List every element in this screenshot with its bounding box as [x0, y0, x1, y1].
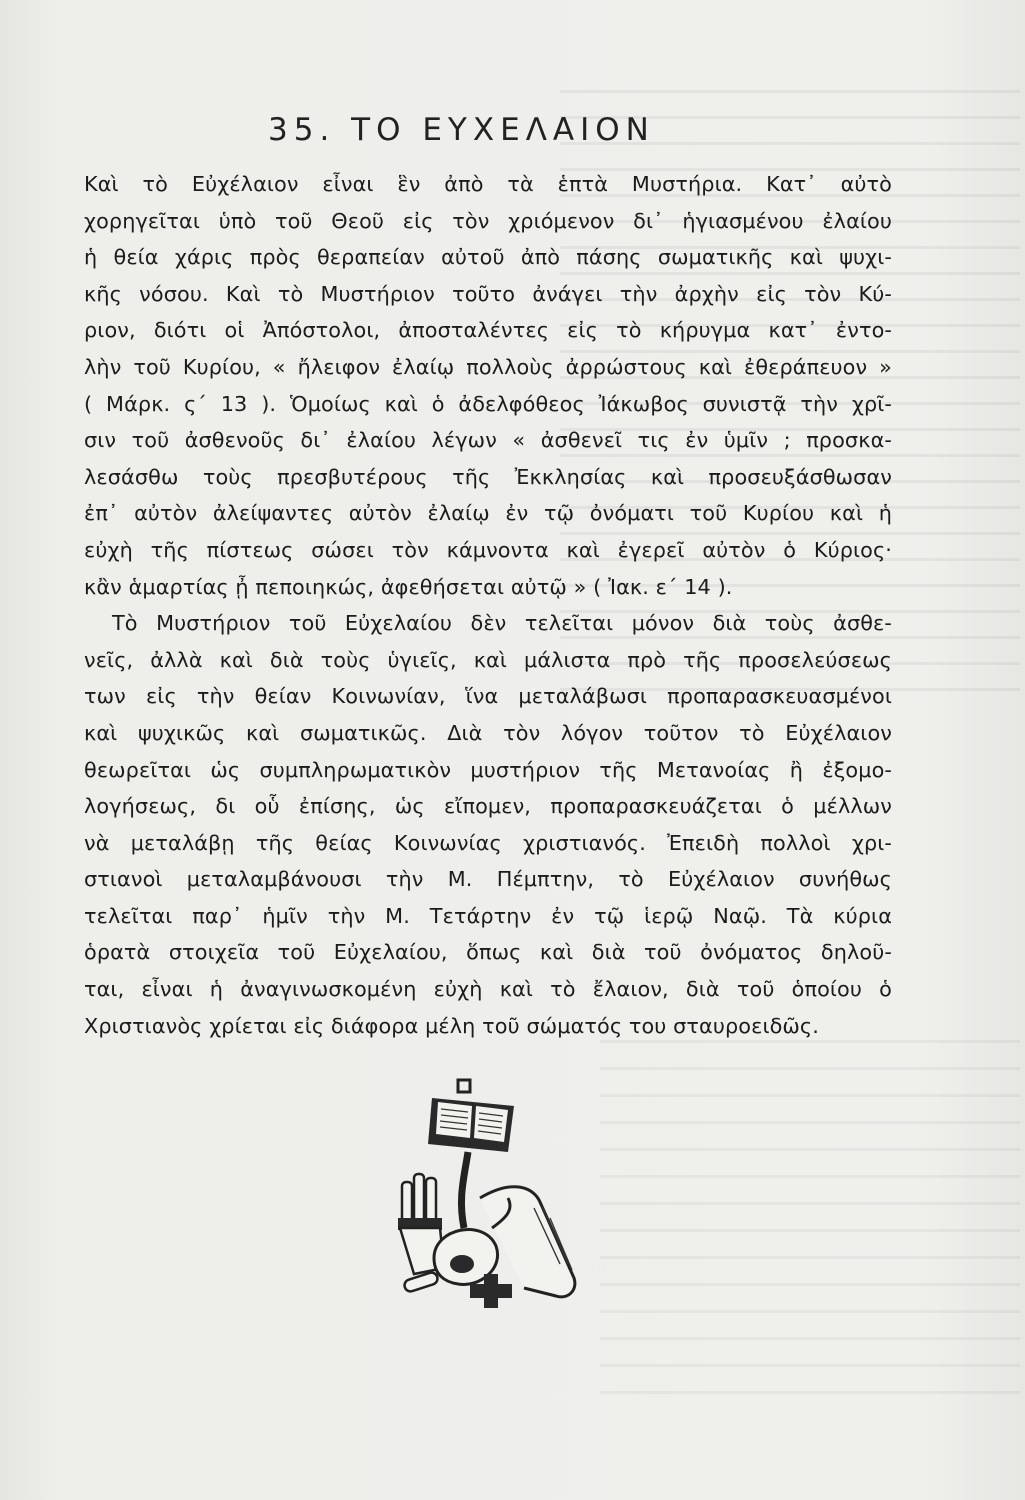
text-line: ἐπ᾿ αὐτὸν ἀλείψαντες αὐτὸν ἐλαίῳ ἐν τῷ ὀνόματι τοῦ Κυρίου καὶ ἡ: [84, 501, 892, 526]
chapter-title: 35. ΤΟ ΕΥΧΕΛΑΙΟΝ: [268, 112, 655, 148]
text-line: τελεῖται παρ᾿ ἡμῖν τὴν Μ. Τετάρτην ἐν τῷ ἱερῷ Ναῷ. Τὰ κύρια: [84, 903, 892, 928]
text-line: Χριστιανὸς χρίεται εἰς διάφορα μέλη τοῦ σώματός του σταυροειδῶς.: [84, 1013, 819, 1038]
paragraph-1: [84, 166, 892, 605]
text-line: χορηγεῖται ὑπὸ τοῦ Θεοῦ εἰς τὸν χριόμενον δι᾿ ἡγιασμένου ἐλαίου: [84, 208, 892, 233]
text-line: ( Μάρκ. ς΄ 13 ). Ὁμοίως καὶ ὁ ἀδελφόθεος Ἰάκωβος συνιστᾷ τὴν χρῖ-: [84, 391, 892, 416]
text-line: λὴν τοῦ Κυρίου, « ἤλειφον ἐλαίῳ πολλοὺς ἀρρώστους καὶ ἐθεράπευον »: [84, 354, 892, 379]
text-line: κῆς νόσου. Καὶ τὸ Μυστήριον τοῦτο ἀνάγει τὴν ἀρχὴν εἰς τὸν Κύ-: [84, 281, 892, 306]
bleed-through-shadow-lower: [600, 1040, 1020, 1400]
text-line: ται, εἶναι ἡ ἀναγινωσκομένη εὐχὴ καὶ τὸ ἔλαιον, διὰ τοῦ ὁποίου ὁ: [84, 977, 892, 1002]
text-line: ριον, διότι οἱ Ἀπόστολοι, ἀποσταλέντες εἰς τὸ κήρυγμα κατ᾿ ἐντο-: [84, 318, 892, 343]
text-line: ὁρατὰ στοιχεῖα τοῦ Εὐχελαίου, ὅπως καὶ διὰ τοῦ ὀνόματος δηλοῦ-: [84, 940, 892, 965]
text-line: ἡ θεία χάρις πρὸς θεραπείαν αὐτοῦ ἀπὸ πάσης σωματικῆς καὶ ψυχι-: [84, 245, 892, 270]
text-line: νὰ μεταλάβῃ τῆς θείας Κοινωνίας χριστιανός. Ἐπειδὴ πολλοὶ χρι-: [84, 830, 892, 855]
text-line: κἂν ἁμαρτίας ᾖ πεποιηκώς, ἀφεθήσεται αὐτῷ » ( Ἰακ. ε΄ 14 ).: [84, 574, 733, 599]
text-line: των εἰς τὴν θείαν Κοινωνίαν, ἵνα μεταλάβωσι προπαρασκευασμένοι: [84, 684, 892, 709]
text-line: νεῖς, ἀλλὰ καὶ διὰ τοὺς ὑγιεῖς, καὶ μάλιστα πρὸ τῆς προσελεύσεως: [84, 647, 892, 672]
text-line: καὶ ψυχικῶς καὶ σωματικῶς. Διὰ τὸν λόγον τοῦτον τὸ Εὐχέλαιον: [84, 720, 892, 745]
text-line: θεωρεῖται ὡς συμπληρωματικὸν μυστήριον τῆς Μετανοίας ἢ ἐξομο-: [84, 757, 892, 782]
text-line: σιν τοῦ ἀσθενοῦς δι᾿ ἐλαίου λέγων « ἀσθενεῖ τις ἐν ὑμῖν ; προσκα-: [84, 428, 892, 453]
oil-lamp-gospel-candles-emblem-icon: [384, 1078, 604, 1310]
text-line: Τὸ Μυστήριον τοῦ Εὐχελαίου δὲν τελεῖται μόνον διὰ τοὺς ἀσθε-: [112, 611, 892, 636]
body-text: [84, 166, 892, 1044]
text-line: λεσάσθω τοὺς πρεσβυτέρους τῆς Ἐκκλησίας καὶ προσευξάσθωσαν: [84, 464, 892, 489]
text-line: στιανοὶ μεταλαμβάνουσι τὴν Μ. Πέμπτην, τὸ Εὐχέλαιον συνήθως: [84, 867, 892, 892]
text-line: λογήσεως, δι οὗ ἐπίσης, ὡς εἴπομεν, προπαρασκευάζεται ὁ μέλλων: [84, 794, 892, 819]
text-line: εὐχὴ τῆς πίστεως σώσει τὸν κάμνοντα καὶ ἐγερεῖ αὐτὸν ὁ Κύριος·: [84, 537, 892, 562]
paragraph-2: [84, 605, 892, 1044]
text-line: Καὶ τὸ Εὐχέλαιον εἶναι ἓν ἀπὸ τὰ ἑπτὰ Μυστήρια. Κατ᾿ αὐτὸ: [84, 172, 892, 196]
